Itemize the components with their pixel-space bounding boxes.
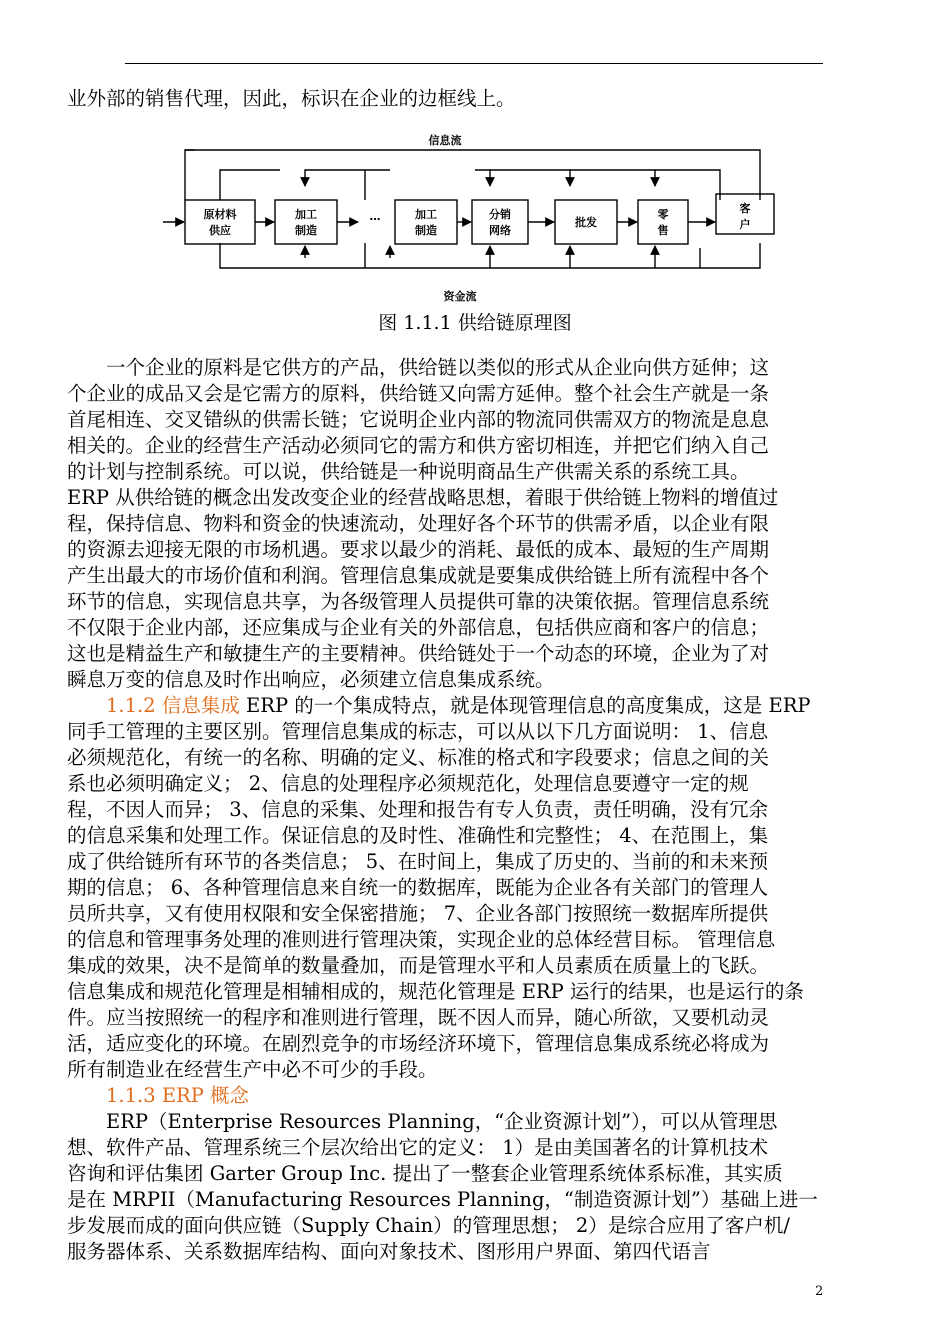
p1-line: 的计划与控制系统。可以说，供给链是一种说明商品生产供需关系的系统工具。 <box>67 460 750 483</box>
s112-line: 员所共享，又有使用权限和安全保密措施； 7、企业各部门按照统一数据库所提供 <box>67 902 769 925</box>
p1-line: 环节的信息，实现信息共享，为各级管理人员提供可靠的决策依据。管理信息系统 <box>67 590 770 613</box>
box-3-l1: 加工 <box>415 208 437 221</box>
p1-line: 个企业的成品又会是它需方的原料，供给链又向需方延伸。整个社会生产就是一条 <box>67 382 770 405</box>
box-6-l1: 零 <box>657 208 669 221</box>
s112-line: 的信息和管理事务处理的准则进行管理决策，实现企业的总体经营目标。 管理信息 <box>67 928 776 951</box>
s112-line: 件。应当按照统一的程序和准则进行管理，既不因人而异，随心所欲，又要机动灵 <box>67 1006 770 1029</box>
section-112-lead: ERP 的一个集成特点，就是体现管理信息的高度集成，这是 ERP <box>239 694 811 717</box>
section-112-first-line <box>67 693 887 719</box>
s112-line: 期的信息； 6、各种管理信息来自统一的数据库，既能为企业各有关部门的管理人 <box>67 876 769 899</box>
s112-line: 的信息采集和处理工作。保证信息的及时性、准确性和完整性； 4、在范围上，集 <box>67 824 769 847</box>
s112-line: 必须规范化，有统一的名称、明确的定义、标准的格式和字段要求；信息之间的关 <box>67 746 770 769</box>
s112-line: 所有制造业在经营生产中必不可少的手段。 <box>67 1058 438 1081</box>
box-1-l2: 供应 <box>209 224 231 237</box>
p1-line: 瞬息万变的信息及时作出响应，必须建立信息集成系统。 <box>67 668 555 691</box>
box-5-l1: 批发 <box>575 216 597 229</box>
intro-line: 业外部的销售代理，因此，标识在企业的边框线上。 <box>67 87 516 110</box>
p1-line: 的资源去迎接无限的市场机遇。要求以最少的消耗、最低的成本、最短的生产周期 <box>67 538 770 561</box>
s113-line: 咨询和评估集团 Garter Group Inc. 提出了一整套企业管理系统体系标准，其实质 <box>67 1162 783 1185</box>
p1-line: 程，保持信息、物料和资金的快速流动，处理好各个环节的供需矛盾，以企业有限 <box>67 512 770 535</box>
s112-line: 信息集成和规范化管理是相辅相成的，规范化管理是 ERP 运行的结果，也是运行的条 <box>67 980 804 1003</box>
s112-line: 活，适应变化的环境。在剧烈竞争的市场经济环境下，管理信息集成系统必将成为 <box>67 1032 770 1055</box>
box-3-l2: 制造 <box>415 224 437 237</box>
box-6-l2: 售 <box>657 224 669 237</box>
figure-caption: 图 1.1.1 供给链原理图 <box>378 312 572 334</box>
info-flow-label: 信息流 <box>428 134 462 147</box>
s113-line: 是在 MRPII（Manufacturing Resources Planning，“制造资源计划”）基础上进一 <box>67 1188 818 1211</box>
section-113-heading: 1.1.3 ERP 概念 <box>67 1084 250 1107</box>
p1-line: 一个企业的原料是它供方的产品，供给链以类似的形式从企业向供方延伸；这 <box>67 356 770 379</box>
p1-line: 首尾相连、交叉错纵的供需长链；它说明企业内部的物流同供需双方的物流是息息 <box>67 408 770 431</box>
box-7-l1: 客 <box>739 202 751 215</box>
box-2-l2: 制造 <box>295 224 317 237</box>
money-flow-label: 资金流 <box>443 290 477 303</box>
s113-line: 步发展而成的面向供应链（Supply Chain）的管理思想； 2）是综合应用了客户机/ <box>67 1214 790 1237</box>
s113-line: ERP（Enterprise Resources Planning，“企业资源计划”），可以从管理思 <box>67 1110 778 1133</box>
p1-line: 这也是精益生产和敏捷生产的主要精神。供给链处于一个动态的环境，企业为了对 <box>67 642 770 665</box>
s113-line: 服务器体系、关系数据库结构、面向对象技术、图形用户界面、第四代语言 <box>67 1240 711 1263</box>
s112-line: 集成的效果，决不是简单的数量叠加，而是管理水平和人员素质在质量上的飞跃。 <box>67 954 770 977</box>
s113-line: 想、软件产品、管理系统三个层次给出它的定义： 1）是由美国著名的计算机技术 <box>67 1136 769 1159</box>
box-1-l1: 原材料 <box>203 208 237 221</box>
box-4-l1: 分销 <box>489 208 511 221</box>
p1-line: 相关的。企业的经营生产活动必须同它的需方和供方密切相连，并把它们纳入自己 <box>67 434 770 457</box>
page-number: 2 <box>815 1284 824 1299</box>
box-7-l2: 户 <box>739 218 751 231</box>
box-4-l2: 网络 <box>489 224 511 237</box>
p1-line: 不仅限于企业内部，还应集成与企业有关的外部信息，包括供应商和客户的信息； <box>67 616 770 639</box>
p1-line: ERP 从供给链的概念出发改变企业的经营战略思想，着眼于供给链上物料的增值过 <box>67 486 779 509</box>
p1-line: 产生出最大的市场价值和利润。管理信息集成就是要集成供给链上所有流程中各个 <box>67 564 770 587</box>
section-112-heading: 1.1.2 信息集成 <box>67 694 240 717</box>
box-2-l1: 加工 <box>295 208 317 221</box>
s112-line: 成了供给链所有环节的各类信息； 5、在时间上，集成了历史的、当前的和未来预 <box>67 850 769 873</box>
s112-line: 程，不因人而异； 3、信息的采集、处理和报告有专人负责，责任明确，没有冗余 <box>67 798 769 821</box>
ellipsis: … <box>369 210 381 223</box>
s112-line: 系也必须明确定义； 2、信息的处理程序必须规范化，处理信息要遵守一定的规 <box>67 772 749 795</box>
s112-line: 同手工管理的主要区别。管理信息集成的标志，可以从以下几方面说明： 1、信息 <box>67 720 769 743</box>
header-rule <box>125 63 823 64</box>
supply-chain-diagram <box>160 128 780 303</box>
